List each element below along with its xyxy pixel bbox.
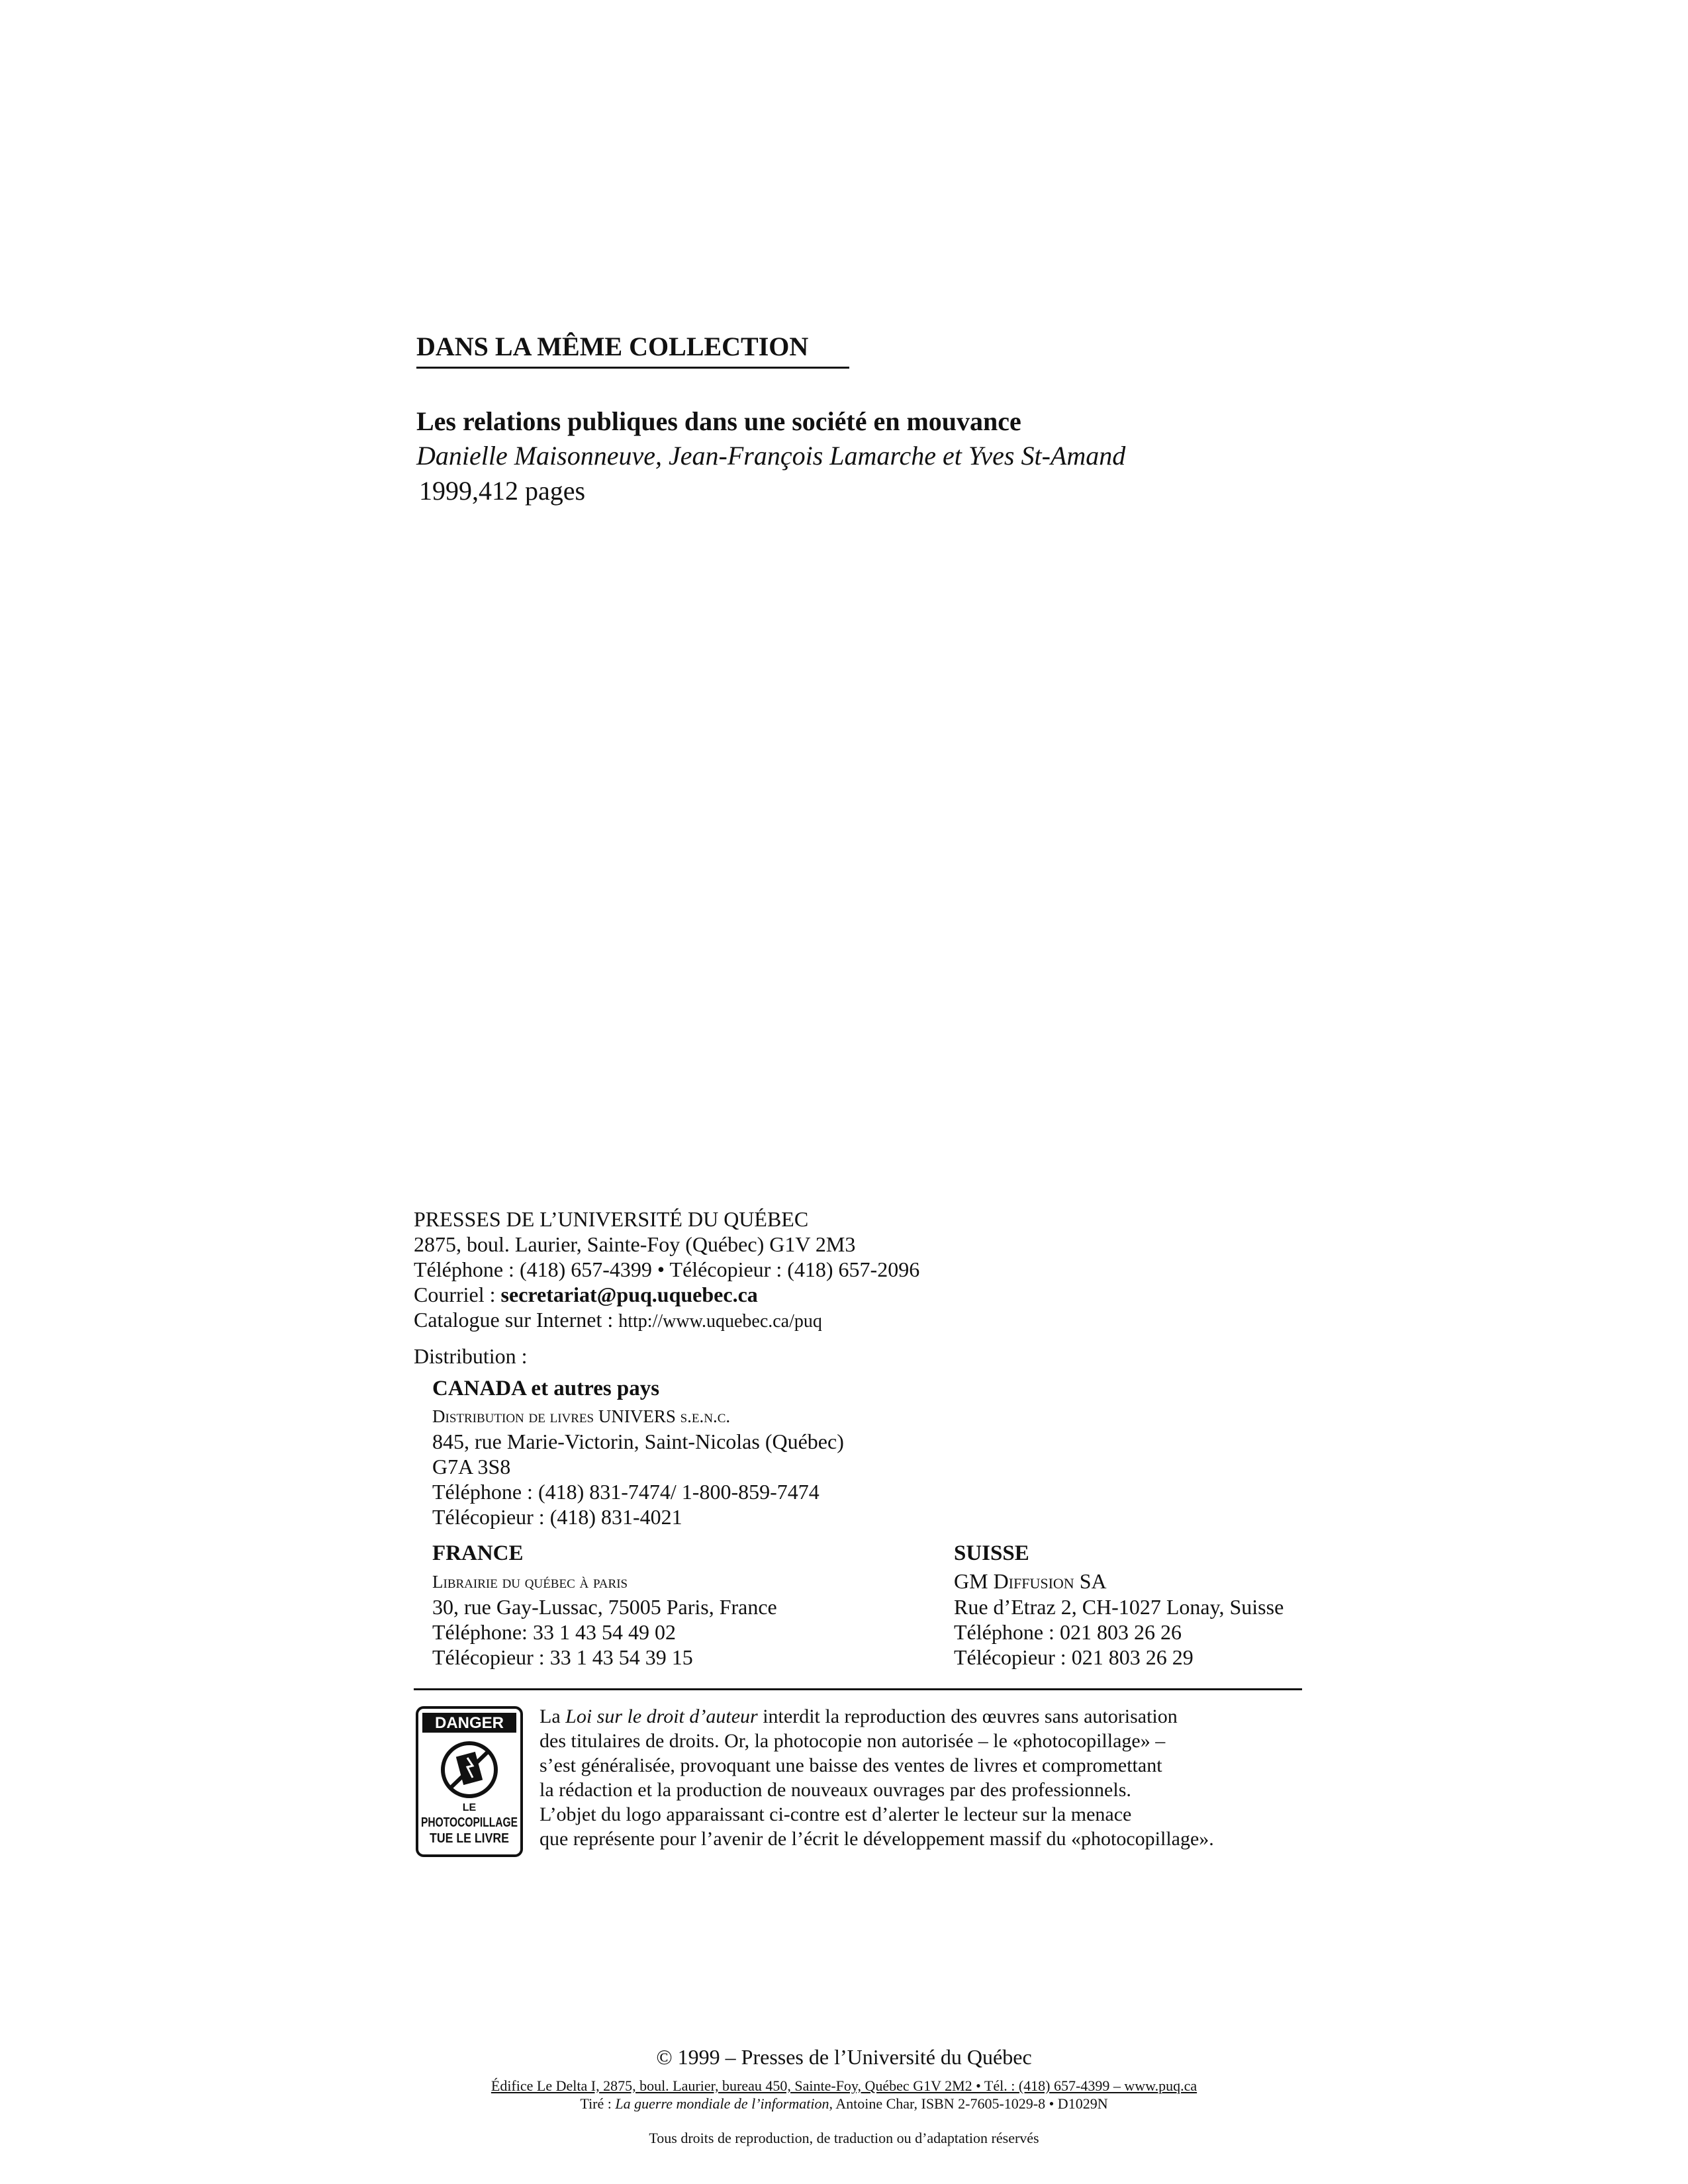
logo-photocopillage-text: PHOTOCOPILLAGE xyxy=(421,1815,518,1830)
notice-line-4: la rédaction et la production de nouveaux ouvrages par des professionnels. xyxy=(539,1779,1131,1801)
canada-fax: Télécopieur : (418) 831-4021 xyxy=(432,1505,682,1529)
france-company: Librairie du québec à paris xyxy=(432,1572,628,1592)
canada-title: CANADA et autres pays xyxy=(432,1377,660,1400)
publisher-web-line xyxy=(414,1307,822,1334)
notice-line-3: s’est généralisée, provoquant une baisse des ventes de livres et compromettant xyxy=(539,1754,1162,1776)
web-label: Catalogue sur Internet : xyxy=(414,1308,619,1332)
notice-prefix: La xyxy=(539,1706,566,1727)
heading-underline xyxy=(416,367,849,369)
canada-company: Distribution de livres UNIVERS s.e.n.c. xyxy=(432,1406,731,1426)
footer-address-text: Édifice Le Delta I, 2875, boul. Laurier, bureau 450, Sainte-Foy, Québec G1V 2M2 • Tél. : (418) 657-4399 – www.puq.ca xyxy=(491,2077,1197,2094)
danger-photocopillage-logo xyxy=(416,1706,523,1857)
footer-print-line xyxy=(0,2095,1688,2113)
copyright-line: © 1999 – Presses de l’Université du Québec xyxy=(656,2045,1032,2069)
france-address: 30, rue Gay-Lussac, 75005 Paris, France xyxy=(432,1595,777,1619)
print-book-title: La guerre mondiale de l’information xyxy=(615,2095,829,2112)
france-phone: Téléphone: 33 1 43 54 49 02 xyxy=(432,1620,676,1644)
notice-line-5: L’objet du logo apparaissant ci-contre est d’alerter le lecteur sur la menace xyxy=(539,1803,1132,1825)
print-prefix: Tiré : xyxy=(580,2095,616,2112)
book-title: Les relations publiques dans une société en mouvance xyxy=(416,406,1021,436)
publisher-address: 2875, boul. Laurier, Sainte-Foy (Québec) G1V 2M3 xyxy=(414,1232,856,1256)
book-authors: Danielle Maisonneuve, Jean-François Lamarche et Yves St-Amand xyxy=(416,441,1126,471)
suisse-address: Rue d’Etraz 2, CH-1027 Lonay, Suisse xyxy=(954,1595,1284,1619)
footer-address xyxy=(0,2077,1688,2095)
logo-tue-le-livre-text: TUE LE LIVRE xyxy=(430,1831,509,1846)
notice-line-1 xyxy=(539,1704,1178,1729)
rights-reserved: Tous droits de reproduction, de traduction ou d’adaptation réservés xyxy=(649,2130,1039,2146)
suisse-fax: Télécopieur : 021 803 26 29 xyxy=(954,1645,1194,1669)
print-suffix: , Antoine Char, ISBN 2-7605-1029-8 • D1029N xyxy=(829,2095,1108,2112)
distribution-label: Distribution : xyxy=(414,1344,528,1368)
email-label: Courriel : xyxy=(414,1283,501,1306)
notice-line-6: que représente pour l’avenir de l’écrit le développement massif du «photocopillage». xyxy=(539,1828,1214,1850)
danger-logo-graphic xyxy=(416,1706,523,1857)
canada-phone: Téléphone : (418) 831-7474/ 1-800-859-7474 xyxy=(432,1480,820,1504)
canada-address2: G7A 3S8 xyxy=(432,1455,511,1479)
france-fax: Télécopieur : 33 1 43 54 39 15 xyxy=(432,1645,693,1669)
suisse-title: SUISSE xyxy=(954,1541,1029,1565)
collection-heading: DANS LA MÊME COLLECTION xyxy=(416,332,809,361)
book-year-pages: 1999,412 pages xyxy=(419,476,586,506)
publisher-email-line xyxy=(414,1282,758,1307)
publisher-name: PRESSES DE L’UNIVERSITÉ DU QUÉBEC xyxy=(414,1207,809,1231)
suisse-phone: Téléphone : 021 803 26 26 xyxy=(954,1620,1182,1644)
suisse-company: GM Diffusion SA xyxy=(954,1569,1107,1593)
france-title: FRANCE xyxy=(432,1541,524,1565)
web-link[interactable]: http://www.uquebec.ca/puq xyxy=(618,1311,822,1332)
canada-address1: 845, rue Marie-Victorin, Saint-Nicolas (Québec) xyxy=(432,1430,844,1453)
publisher-phone-fax: Téléphone : (418) 657-4399 • Télécopieur : (418) 657-2096 xyxy=(414,1257,920,1281)
notice-suffix: interdit la reproduction des œuvres sans autorisation xyxy=(757,1706,1178,1727)
email-link[interactable]: secretariat@puq.uquebec.ca xyxy=(500,1283,758,1306)
logo-danger-text: DANGER xyxy=(434,1714,504,1732)
notice-line-2: des titulaires de droits. Or, la photocopie non autorisée – le «photocopillage» – xyxy=(539,1730,1166,1752)
notice-divider xyxy=(414,1688,1302,1690)
logo-le-text: LE xyxy=(462,1802,477,1813)
notice-law-title: Loi sur le droit d’auteur xyxy=(565,1706,758,1727)
